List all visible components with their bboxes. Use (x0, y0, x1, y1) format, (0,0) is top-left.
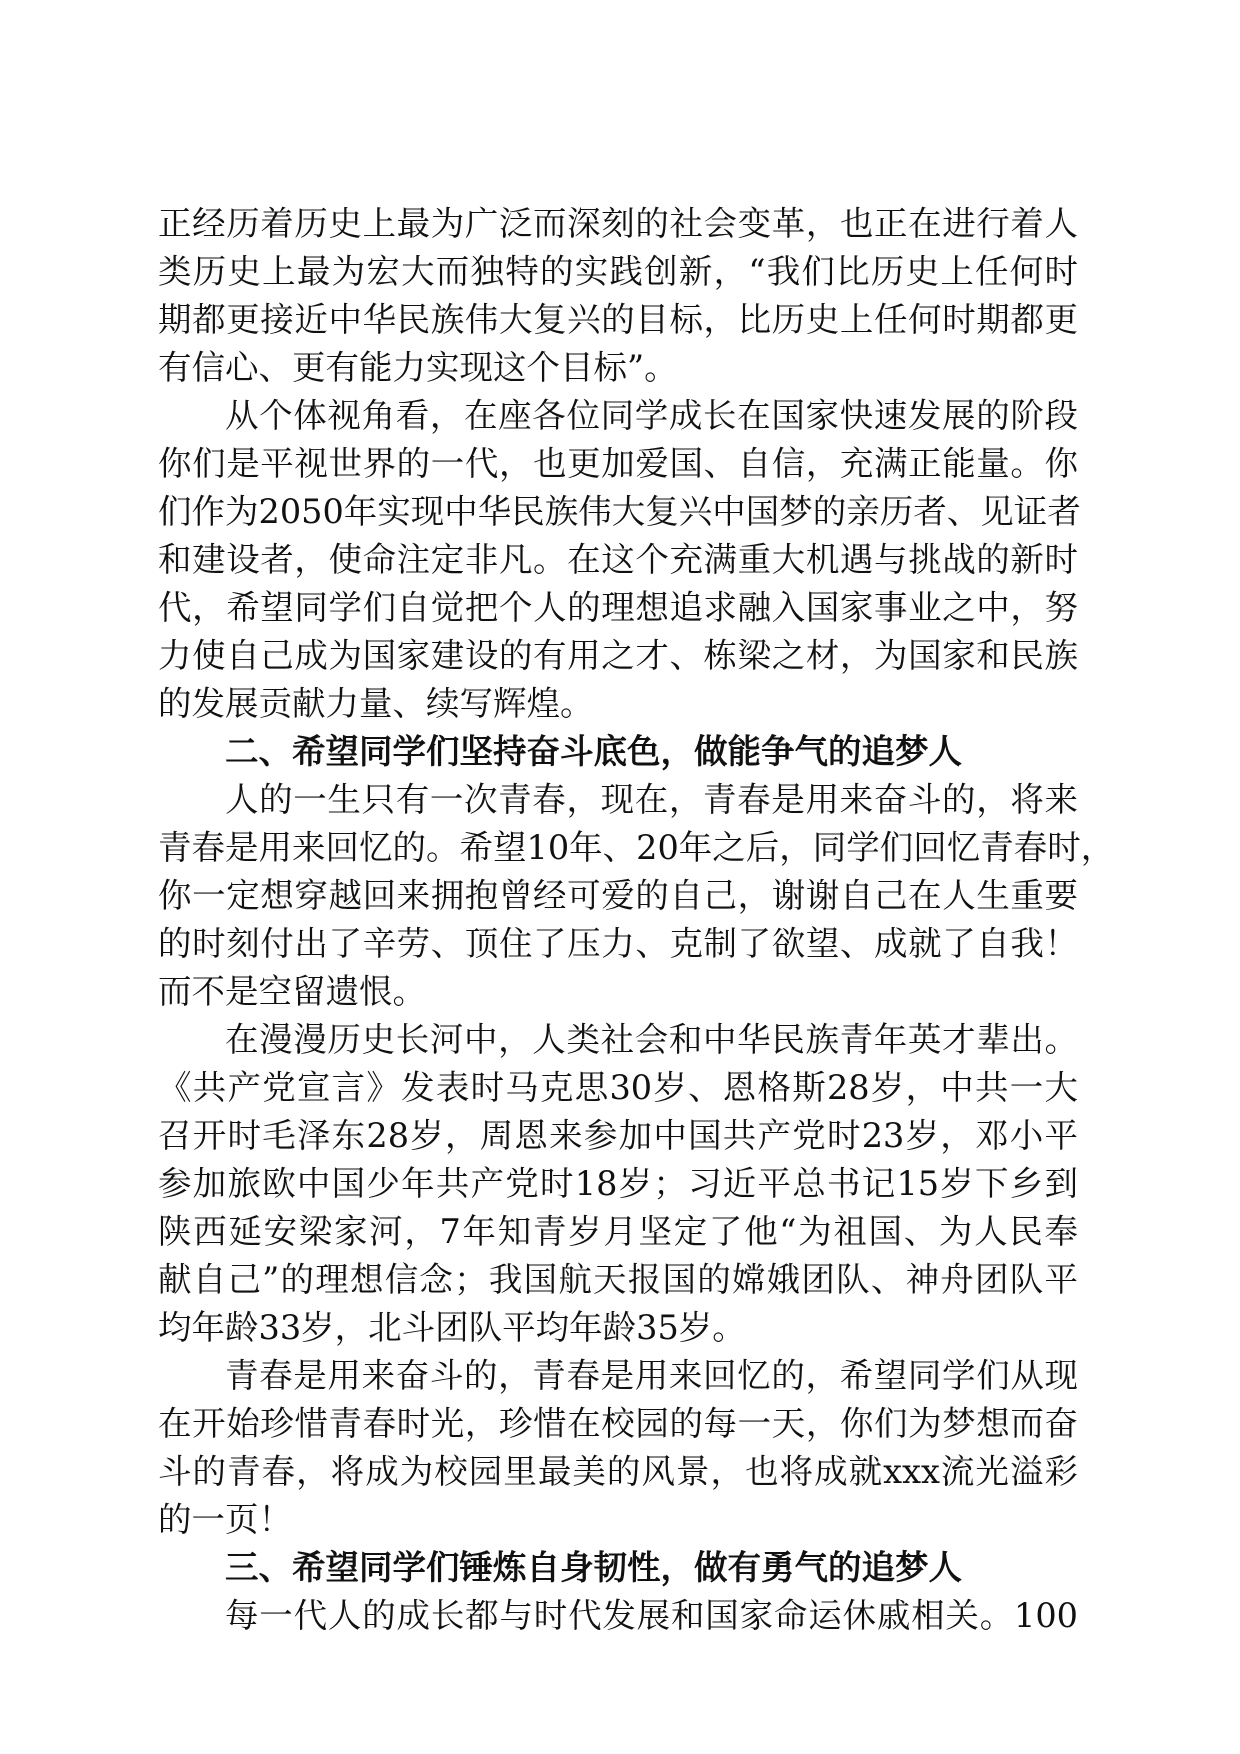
paragraph-6-line: 每一代人的成长都与时代发展和国家命运休戚相关。100 (225, 1596, 1078, 1635)
paragraph-3-line: 青春是用来回忆的。希望10年、20年之后，同学们回忆青春时， (158, 828, 1115, 867)
paragraph-5-line: 的一页！ (158, 1500, 292, 1539)
paragraph-2-line: 和建设者，使命注定非凡。在这个充满重大机遇与挑战的新时 (158, 540, 1078, 579)
paragraph-1-line: 类历史上最为宏大而独特的实践创新，“我们比历史上任何时 (158, 252, 1078, 291)
section-heading-3: 三、希望同学们锤炼自身韧性，做有勇气的追梦人 (225, 1548, 962, 1587)
paragraph-1-line: 正经历着历史上最为广泛而深刻的社会变革，也正在进行着人 (158, 204, 1078, 243)
paragraph-2-line: 们作为2050年实现中华民族伟大复兴中国梦的亲历者、见证者 (158, 492, 1081, 531)
paragraph-4-line: 参加旅欧中国少年共产党时18岁；习近平总书记15岁下乡到 (158, 1164, 1078, 1203)
paragraph-3-line: 你一定想穿越回来拥抱曾经可爱的自己，谢谢自己在人生重要 (158, 876, 1078, 915)
paragraph-4-line: 《共产党宣言》发表时马克思30岁、恩格斯28岁，中共一大 (158, 1068, 1078, 1107)
paragraph-2-line: 从个体视角看，在座各位同学成长在国家快速发展的阶段 (225, 396, 1078, 435)
paragraph-1-line: 期都更接近中华民族伟大复兴的目标，比历史上任何时期都更 (158, 300, 1078, 339)
paragraph-2-line: 代，希望同学们自觉把个人的理想追求融入国家事业之中，努 (158, 588, 1078, 627)
paragraph-4-line: 均年龄33岁，北斗团队平均年龄35岁。 (158, 1308, 746, 1347)
section-heading-2: 二、希望同学们坚持奋斗底色，做能争气的追梦人 (225, 732, 962, 771)
paragraph-4-line: 召开时毛泽东28岁，周恩来参加中国共产党时23岁，邓小平 (158, 1116, 1078, 1155)
paragraph-2-line: 力使自己成为国家建设的有用之才、栋梁之材，为国家和民族 (158, 636, 1078, 675)
paragraph-2-line: 的发展贡献力量、续写辉煌。 (158, 684, 594, 723)
paragraph-4-line: 献自己”的理想信念；我国航天报国的嫦娥团队、神舟团队平 (158, 1260, 1078, 1299)
paragraph-3-line: 的时刻付出了辛劳、顶住了压力、克制了欲望、成就了自我！ (158, 924, 1078, 963)
paragraph-2-line: 你们是平视世界的一代，也更加爱国、自信，充满正能量。你 (158, 444, 1078, 483)
paragraph-5-line: 斗的青春，将成为校园里最美的风景，也将成就xxx流光溢彩 (158, 1452, 1078, 1491)
paragraph-4-line: 在漫漫历史长河中，人类社会和中华民族青年英才辈出。 (225, 1020, 1078, 1059)
paragraph-1-line: 有信心、更有能力实现这个目标”。 (158, 348, 678, 387)
paragraph-4-line: 陕西延安梁家河，7年知青岁月坚定了他“为祖国、为人民奉 (158, 1212, 1078, 1251)
paragraph-3-line: 人的一生只有一次青春，现在，青春是用来奋斗的，将来 (225, 780, 1078, 819)
paragraph-5-line: 青春是用来奋斗的，青春是用来回忆的，希望同学们从现 (225, 1356, 1078, 1395)
paragraph-3-line: 而不是空留遗恨。 (158, 972, 426, 1011)
paragraph-5-line: 在开始珍惜青春时光，珍惜在校园的每一天，你们为梦想而奋 (158, 1404, 1078, 1443)
